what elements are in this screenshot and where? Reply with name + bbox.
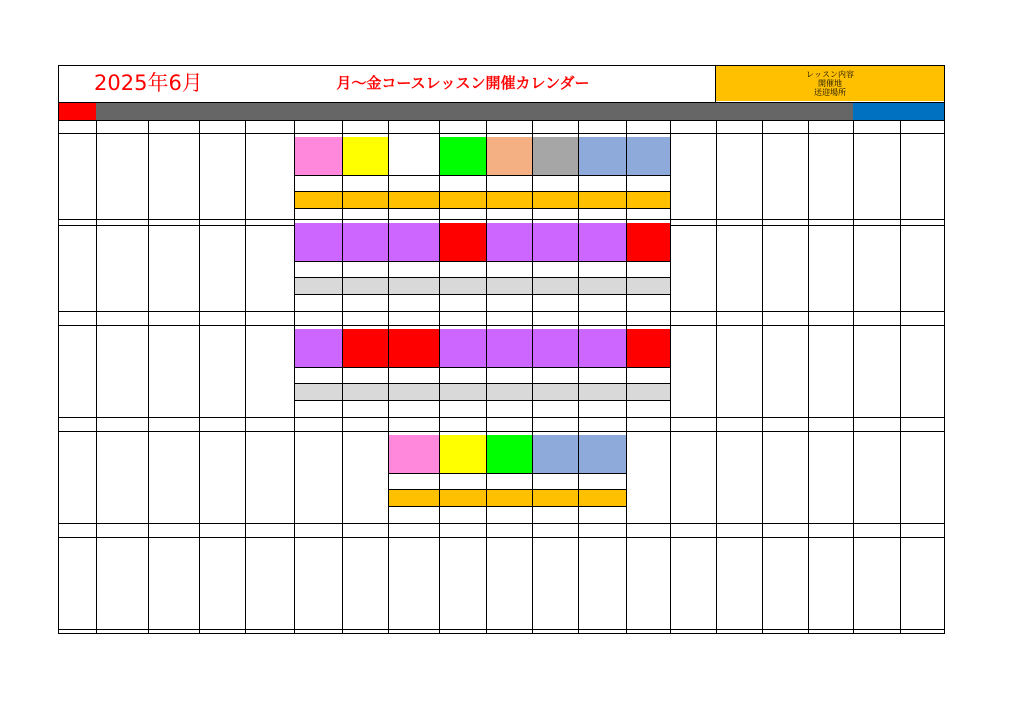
lesson-block [626,223,670,261]
grid-line [715,65,716,102]
date-number [853,313,945,325]
grid-line [900,121,901,633]
grid-line [808,121,809,633]
pickup-bar [294,277,670,295]
grid-line [58,65,59,633]
venue-label [388,473,532,489]
weekday-2 [199,103,294,120]
grid-line [58,417,945,418]
venue-label [294,367,439,383]
venue-label [439,367,578,383]
grid-line [245,121,246,633]
pickup-bar [388,489,626,507]
grid-line [762,121,763,633]
weekday-1 [96,103,199,120]
date-number [199,207,294,219]
grid-line [58,102,945,103]
grid-line [944,65,945,633]
lesson-block [342,137,388,175]
grid-line [199,121,200,633]
grid-line [58,325,945,326]
venue-label [532,175,578,191]
date-number [58,313,96,325]
lesson-block [294,137,342,175]
lesson-block [626,329,670,367]
date-number [58,121,96,133]
lesson-block [342,329,439,367]
grid-line [58,219,945,220]
lesson-block [388,137,439,175]
calendar-sheet [58,65,945,634]
venue-label [578,175,670,191]
venue-label [532,473,626,489]
date-number [58,419,96,431]
date-number [294,419,670,431]
date-number [199,419,294,431]
grid-line [58,311,945,312]
grid-line [58,629,945,630]
venue-label [294,175,532,191]
lesson-block [388,435,439,473]
grid-line [670,121,671,633]
grid-line [58,133,945,134]
weekday-0 [58,103,96,120]
lesson-block [532,137,578,175]
grid-line [58,523,945,524]
lesson-block [439,329,578,367]
date-number [853,207,945,219]
lesson-block [486,137,532,175]
lesson-block [486,435,532,473]
grid-line [58,65,945,66]
venue-label [294,261,486,277]
date-number [199,121,294,133]
grid-line [294,121,295,633]
grid-line [853,121,854,633]
venue-label [578,367,670,383]
date-number [294,207,670,219]
date-number [853,419,945,431]
grid-line [388,121,389,633]
lesson-block [439,223,486,261]
lesson-block [439,137,486,175]
lesson-block [294,223,439,261]
weekday-6 [853,103,945,120]
date-number [199,313,294,325]
lesson-block [294,329,342,367]
grid-line [58,431,945,432]
month-title: 2025年6月 [94,71,203,96]
grid-line [626,121,627,633]
pickup-bar [294,383,670,401]
grid-line [716,121,717,633]
weekday-3 [294,103,670,120]
grid-line [58,633,945,634]
lesson-block [578,435,626,473]
date-number [58,207,96,219]
lesson-block [532,435,578,473]
lesson-block [486,223,626,261]
date-number [294,525,670,537]
calendar-title: 月～金コースレッスン開催カレンダー [336,73,590,92]
weekday-5 [762,103,853,120]
grid-line [58,537,945,538]
grid-line [439,121,440,633]
date-number [294,121,670,133]
grid-line [342,121,343,633]
grid-line [578,121,579,633]
lesson-block [578,329,626,367]
grid-line [96,121,97,633]
lesson-block [439,435,486,473]
lesson-block [626,137,670,175]
date-number [199,525,294,537]
date-number [853,121,945,133]
date-number [294,313,670,325]
lesson-block [578,137,626,175]
weekday-4 [670,103,762,120]
grid-line [532,121,533,633]
grid-line [58,120,945,121]
date-number [58,525,96,537]
legend-box: レッスン内容 開催地 送迎場所 [716,66,944,101]
grid-line [148,121,149,633]
date-number [853,525,945,537]
grid-line [486,121,487,633]
